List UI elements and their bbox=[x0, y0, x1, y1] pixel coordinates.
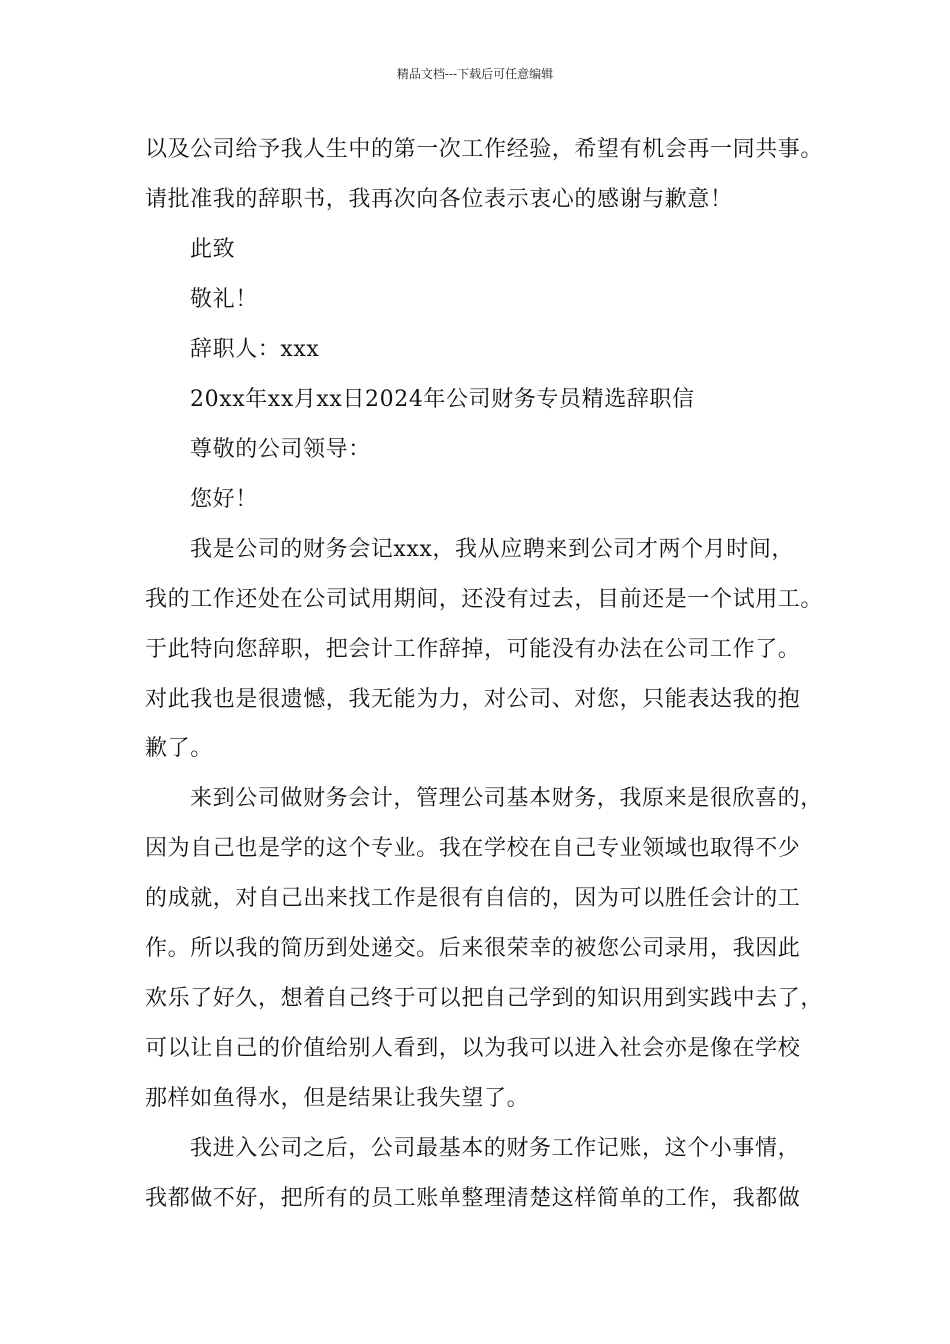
body-line: 请批准我的辞职书，我再次向各位表示衷心的感谢与歉意！ bbox=[145, 187, 733, 212]
body-line: 作。所以我的简历到处递交。后来很荣幸的被您公司录用，我因此 bbox=[145, 936, 801, 961]
salutation-closing: 敬礼！ bbox=[190, 287, 258, 312]
body-line: 那样如鱼得水，但是结果让我失望了。 bbox=[145, 1086, 530, 1111]
body-line: 以及公司给予我人生中的第一次工作经验，希望有机会再一同共事。 bbox=[145, 137, 824, 162]
date-title-line: 20xx年xx月xx日2024年公司财务专员精选辞职信 bbox=[190, 387, 695, 412]
recipient-line: 尊敬的公司领导： bbox=[190, 437, 371, 462]
page-header: 精品文档---下载后可任意编辑 bbox=[396, 67, 554, 81]
body-line: 对此我也是很遗憾，我无能为力，对公司、对您，只能表达我的抱 bbox=[145, 687, 801, 712]
body-line: 因为自己也是学的这个专业。我在学校在自己专业领域也取得不少 bbox=[145, 836, 801, 861]
body-line: 我是公司的财务会记xxx，我从应聘来到公司才两个月时间， bbox=[190, 537, 795, 562]
signature-line: 辞职人：xxx bbox=[190, 337, 320, 362]
body-line: 我的工作还处在公司试用期间，还没有过去，目前还是一个试用工。 bbox=[145, 587, 824, 612]
body-line: 来到公司做财务会计，管理公司基本财务，我原来是很欣喜的， bbox=[190, 786, 823, 811]
body-line: 可以让自己的价值给别人看到，以为我可以进入社会亦是像在学校 bbox=[145, 1036, 801, 1061]
body-line: 我进入公司之后，公司最基本的财务工作记账，这个小事情， bbox=[190, 1136, 801, 1161]
body-line: 我都做不好，把所有的员工账单整理清楚这样简单的工作，我都做 bbox=[145, 1186, 801, 1211]
closing-phrase: 此致 bbox=[190, 237, 236, 262]
body-line: 欢乐了好久，想着自己终于可以把自己学到的知识用到实践中去了， bbox=[145, 986, 824, 1011]
body-line: 于此特向您辞职，把会计工作辞掉，可能没有办法在公司工作了。 bbox=[145, 637, 801, 662]
body-line: 的成就，对自己出来找工作是很有自信的，因为可以胜任会计的工 bbox=[145, 886, 801, 911]
body-line: 歉了。 bbox=[145, 736, 213, 761]
greeting-line: 您好！ bbox=[190, 487, 258, 512]
